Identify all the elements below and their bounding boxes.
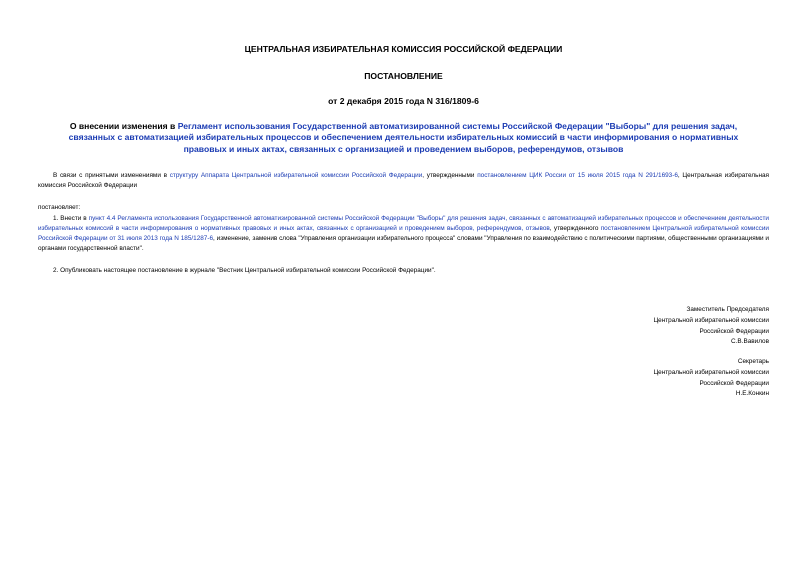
item-2-paragraph: 2. Опубликовать настоящее постановление в журнале "Вестник Центральной избирательной комиссии Российской Федерации". [53,267,436,274]
date-number-heading: от 2 декабря 2015 года N 316/1809-6 [328,96,479,106]
title-prefix: О внесении изменения в [69,121,178,131]
signature-deputy-org: Центральной избирательной комиссии [653,316,769,324]
signature-secretary-org: Центральной избирательной комиссии [653,368,769,376]
preamble-text-3: , Центральная избирательная комиссия Российской Федерации [38,172,769,189]
item-1-paragraph [38,214,769,254]
doc-type-heading: ПОСТАНОВЛЕНИЕ [364,71,443,81]
signature-deputy-country: Российской Федерации [699,327,769,335]
resolves-text: постановляет: [38,204,81,211]
resolution-185-link[interactable]: постановлением Центральной избирательной комиссии Российской Федерации от 31 июля 2013 года N 185/1287-6 [38,225,770,242]
signature-secretary-country: Российской Федерации [699,379,769,387]
item-1-text-2: , утвержденного [549,225,601,232]
signature-secretary-name: Н.Е.Конкин [735,390,769,398]
signature-block-secretary [560,357,769,400]
preamble-text-1: В связи с принятыми изменениями в [53,172,170,179]
apparatus-structure-link[interactable]: структуру Аппарата Центральной избирательной комиссии Российской Федерации [169,172,423,179]
signature-deputy-name: С.В.Вавилов [731,338,769,346]
preamble-text-2: , утвержденными [422,172,478,179]
signature-secretary-title: Секретарь [737,358,769,365]
document-title [60,121,747,155]
resolution-291-link[interactable]: постановлением ЦИК России от 15 июля 2015 года N 291/1693-6 [477,172,678,179]
title-regulation-link[interactable]: Регламент использования Государственной автоматизированной системы Российской Федерации "Выборы" для решения задач, связанных с автоматизацией избирательных процессов и обеспечением деятельности избирательных комиссий в части информирования о нормативных правовых и иных актах, связанных с организацией и проведением выборов, референдумов, отзывов [68,121,739,154]
preamble-paragraph [38,171,769,191]
clause-4-4-link[interactable]: пункт 4.4 Регламента использования Государственной автоматизированной системы Российской Федерации "Выборы" для решения задач, связанных с автоматизацией избирательных процессов и обеспечением деятельности избирательных комиссий в части информирования о нормативных правовых и иных актах, связанных с организацией и проведением выборов, референдумов, отзывов [38,215,769,232]
org-heading: ЦЕНТРАЛЬНАЯ ИЗБИРАТЕЛЬНАЯ КОМИССИЯ РОССИЙСКОЙ ФЕДЕРАЦИИ [244,44,563,54]
item-1-text-1: 1. Внести в [53,215,89,222]
signature-deputy-title: Заместитель Председателя [686,306,769,313]
signature-block-deputy [560,305,769,348]
item-1-text-3: , изменение, заменив слова "Управления организации избирательного процесса" словами "Управления по взаимодействию с политическими партиями, общественными организациями и органами государственной власти". [38,235,769,252]
